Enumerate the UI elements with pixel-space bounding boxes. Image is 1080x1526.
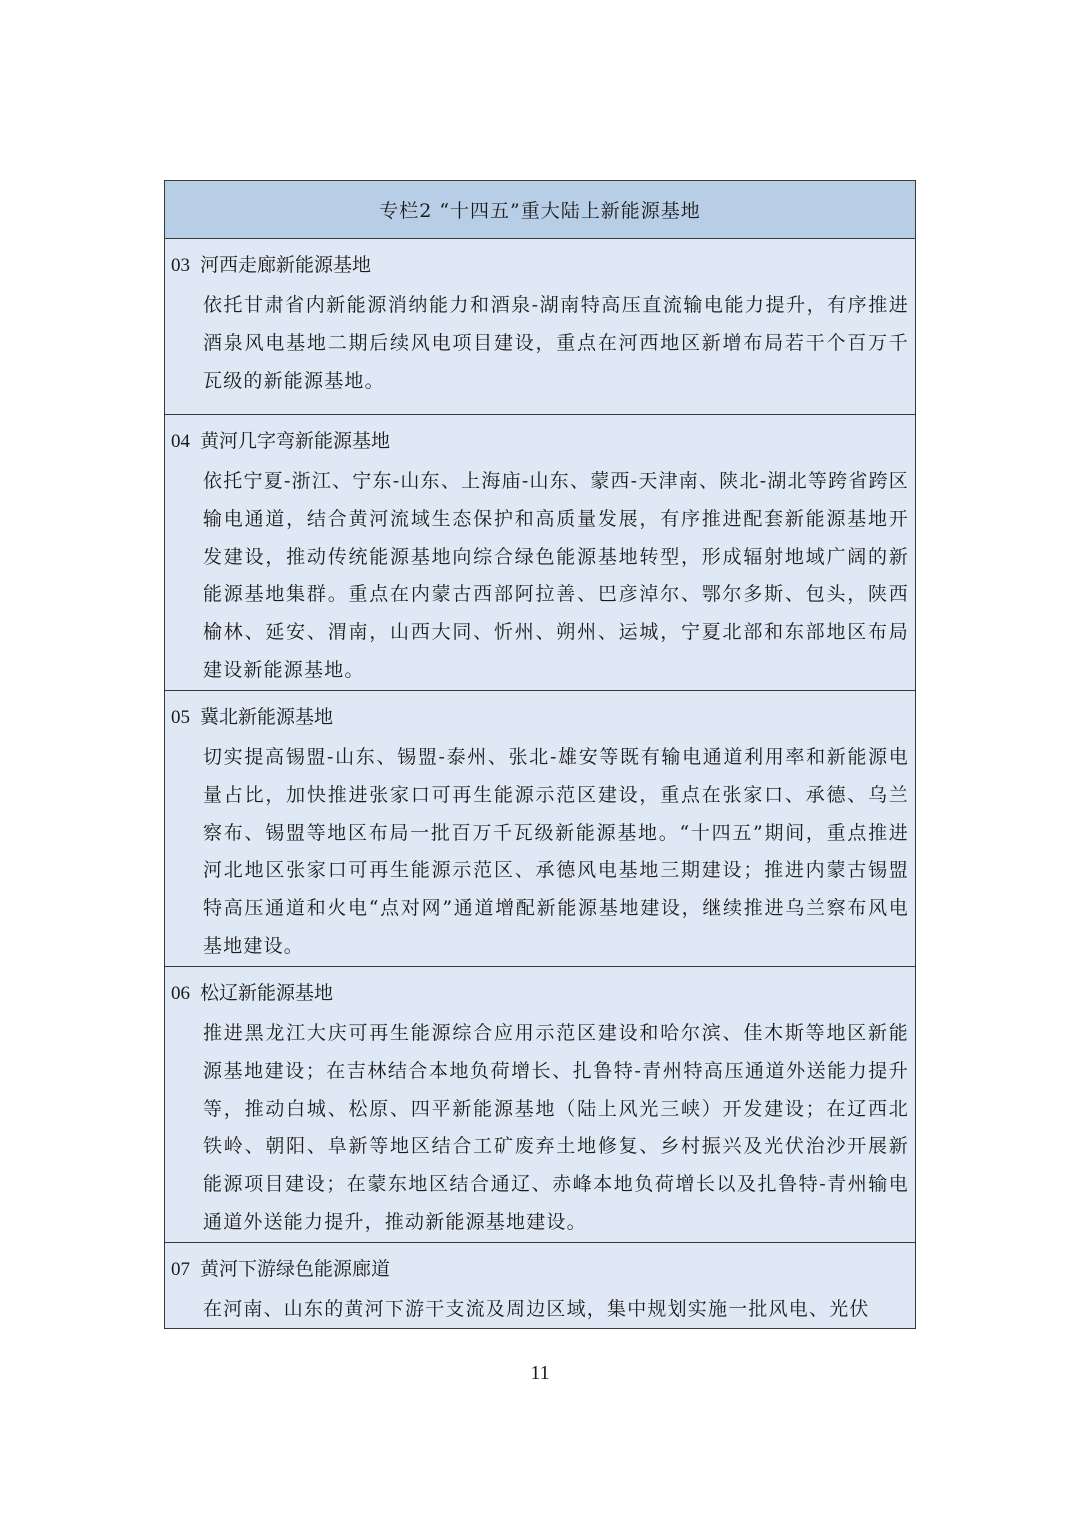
row-number: 03 — [171, 255, 190, 276]
row-number: 05 — [171, 707, 190, 728]
base-row-04 — [165, 415, 915, 691]
row-title — [171, 427, 390, 456]
row-title — [171, 1255, 390, 1284]
row-body: 依托甘肃省内新能源消纳能力和酒泉-湖南特高压直流输电能力提升，有序推进酒泉风电基地二期后续风电项目建设，重点在河西地区新增布局若干个百万千瓦级的新能源基地。 — [203, 294, 909, 392]
base-row-07 — [165, 1243, 915, 1328]
row-number: 04 — [171, 431, 190, 452]
row-title — [171, 251, 371, 280]
row-heading: 冀北新能源基地 — [200, 706, 334, 728]
row-heading: 河西走廊新能源基地 — [200, 254, 372, 276]
row-title — [171, 703, 333, 732]
row-number: 06 — [171, 983, 190, 1004]
row-body: 在河南、山东的黄河下游干支流及周边区域，集中规划实施一批风电、光伏 — [203, 1298, 870, 1320]
row-heading: 松辽新能源基地 — [200, 982, 334, 1004]
row-number: 07 — [171, 1259, 190, 1280]
row-body: 依托宁夏-浙江、宁东-山东、上海庙-山东、蒙西-天津南、陕北-湖北等跨省跨区输电通道，结合黄河流域生态保护和高质量发展，有序推进配套新能源基地开发建设，推动传统能源基地向综合绿色能源基地转型，形成辐射地域广阔的新能源基地集群。重点在内蒙古西部阿拉善、巴彦淖尔、鄂尔多斯、包头，陕西榆林、延安、渭南，山西大同、忻州、朔州、运城，宁夏北部和东部地区布局建设新能源基地。 — [203, 470, 909, 681]
feature-panel — [164, 180, 916, 1329]
row-body: 推进黑龙江大庆可再生能源综合应用示范区建设和哈尔滨、佳木斯等地区新能源基地建设；在吉林结合本地负荷增长、扎鲁特-青州特高压通道外送能力提升等，推动白城、松原、四平新能源基地（陆上风光三峡）开发建设；在辽西北铁岭、朝阳、阜新等地区结合工矿废弃土地修复、乡村振兴及光伏治沙开展新能源项目建设；在蒙东地区结合通辽、赤峰本地负荷增长以及扎鲁特-青州输电通道外送能力提升，推动新能源基地建设。 — [203, 1022, 909, 1233]
page-number: 11 — [530, 1362, 550, 1384]
row-title — [171, 979, 333, 1008]
row-heading: 黄河几字弯新能源基地 — [200, 430, 391, 452]
panel-header: 专栏2 “十四五”重大陆上新能源基地 — [165, 181, 915, 239]
base-row-05 — [165, 691, 915, 967]
base-row-06 — [165, 967, 915, 1243]
row-body: 切实提高锡盟-山东、锡盟-泰州、张北-雄安等既有输电通道利用率和新能源电量占比，加快推进张家口可再生能源示范区建设，重点在张家口、承德、乌兰察布、锡盟等地区布局一批百万千瓦级新能源基地。“十四五”期间，重点推进河北地区张家口可再生能源示范区、承德风电基地三期建设；推进内蒙古锡盟特高压通道和火电“点对网”通道增配新能源基地建设，继续推进乌兰察布风电基地建设。 — [203, 746, 909, 957]
base-row-03 — [165, 239, 915, 415]
row-heading: 黄河下游绿色能源廊道 — [200, 1258, 391, 1280]
